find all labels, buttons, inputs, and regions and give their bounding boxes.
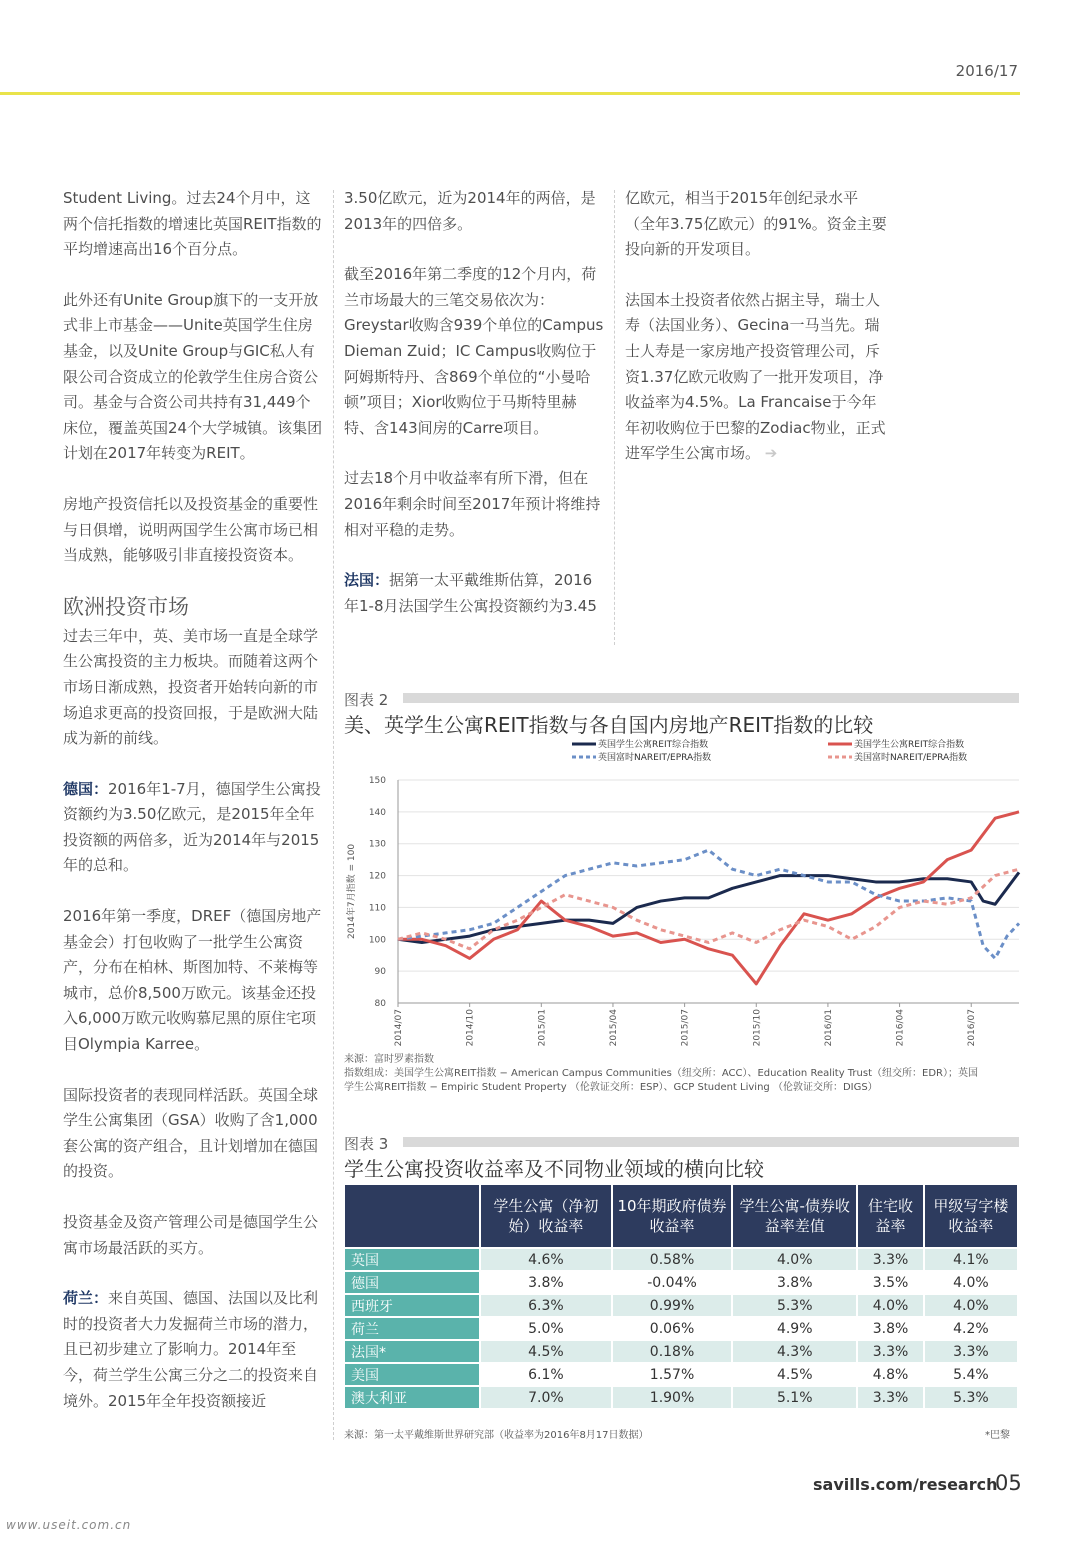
figure-3-footnote: *巴黎 <box>985 1430 1010 1441</box>
country-label: 德国： <box>63 779 109 798</box>
row-country: 德国 <box>345 1272 479 1293</box>
figure-2-source: 来源：富时罗素指数 <box>344 1054 434 1065</box>
country-label: 法国： <box>344 571 390 590</box>
paragraph: 截至2016年第二季度的12个月内，荷兰市场最大的三笔交易依次为：Greystar收购含939个单位的Campus Dieman Zuid；IC Campus收购位于阿姆斯特丹、含869个单位的“小曼哈顿”项目；Xior收购位于马斯特里赫特、含143间房的Carre项目。 <box>344 265 604 437</box>
y-tick-label: 130 <box>368 839 386 850</box>
paragraph <box>63 1286 325 1414</box>
row-country: 西班牙 <box>345 1295 479 1316</box>
y-tick-label: 150 <box>368 776 386 786</box>
y-tick-label: 100 <box>368 935 386 946</box>
y-tick-label: 110 <box>368 903 386 914</box>
table-cell: 4.0% <box>925 1272 1017 1293</box>
line-chart <box>340 738 1022 1052</box>
table-cell: 5.1% <box>733 1387 856 1408</box>
table-cell: 4.0% <box>858 1295 923 1316</box>
table-row <box>345 1364 1017 1385</box>
paragraph: Student Living。过去24个月中，这两个信托指数的增速比英国REIT指数的平均增速高出16个百分点。 <box>63 189 322 259</box>
figure-3-label: 图表 3 <box>344 1135 389 1153</box>
paragraph-text: 来自英国、德国、法国以及比利时的投资者大力发掘荷兰市场的潜力，且已初步建立了影响力。2014年至今，荷兰学生公寓三分之二的投资来自境外。2015年全年投资额接近 <box>63 1289 319 1410</box>
row-country: 美国 <box>345 1364 479 1385</box>
y-tick-label: 120 <box>368 871 386 882</box>
table-cell: 5.3% <box>925 1387 1017 1408</box>
column-header: 甲级写字楼收益率 <box>925 1185 1017 1247</box>
table-cell: 4.0% <box>925 1295 1017 1316</box>
chart-legend <box>572 738 967 763</box>
footer-url[interactable]: savills.com/research <box>813 1475 998 1494</box>
figure-2-bar <box>403 693 1019 703</box>
legend-label: 美国学生公寓REIT综合指数 <box>854 740 965 750</box>
paragraph: 此外还有Unite Group旗下的一支开放式非上市基金——Unite英国学生住房基金，以及Unite Group与GIC私人有限公司合资成立的伦敦学生住房合资公司。基金与合资公司共持有31,449个床位，覆盖英国24个大学城镇。该集团计划在2017年转变为REIT。 <box>63 290 323 463</box>
table-row <box>345 1249 1017 1270</box>
table-header-row <box>345 1185 1017 1247</box>
table-cell: 4.8% <box>858 1364 923 1385</box>
paragraph: 过去18个月中收益率有所下滑，但在2016年剩余时间至2017年预计将维持相对平稳的走势。 <box>344 469 601 539</box>
figure-2-title: 美、英学生公寓REIT指数与各自国内房地产REIT指数的比较 <box>344 713 874 737</box>
table-row <box>345 1272 1017 1293</box>
column-header: 学生公寓-债券收益率差值 <box>733 1185 856 1247</box>
column-header: 学生公寓（净初始）收益率 <box>481 1185 611 1247</box>
x-tick-label: 2014/07 <box>394 1009 404 1047</box>
paragraph-text: 据第一太平戴维斯估算，2016年1-8月法国学生公寓投资额约为3.45 <box>344 571 597 615</box>
table-cell: 0.18% <box>613 1341 731 1362</box>
table-cell: 0.99% <box>613 1295 731 1316</box>
legend-label: 美国富时NAREIT/EPRA指数 <box>854 753 968 763</box>
paragraph: 3.50亿欧元，近为2014年的两倍，是2013年的四倍多。 <box>344 189 596 233</box>
chart-series <box>398 812 1019 984</box>
paragraph-text: 2016年1-7月，德国学生公寓投资额约为3.50亿欧元，是2015年全年投资额的两倍多，近为2014年与2015年的总和。 <box>63 779 321 875</box>
table-cell: 4.5% <box>733 1364 856 1385</box>
table-cell: 4.5% <box>481 1341 611 1362</box>
table-cell: 3.3% <box>858 1249 923 1270</box>
legend-label: 英国富时NAREIT/EPRA指数 <box>598 753 712 763</box>
x-tick-label: 2015/01 <box>537 1009 548 1047</box>
column-divider <box>333 190 334 1440</box>
table-cell: 1.57% <box>613 1364 731 1385</box>
x-tick-label: 2015/04 <box>608 1009 619 1047</box>
country-label: 荷兰： <box>63 1289 109 1308</box>
row-country: 法国* <box>345 1341 479 1362</box>
chart-axes <box>345 776 1019 1046</box>
table-cell: -0.04% <box>613 1272 731 1293</box>
paragraph <box>625 288 887 467</box>
table-cell: 4.0% <box>733 1249 856 1270</box>
table-cell: 1.90% <box>613 1387 731 1408</box>
x-tick-label: 2016/01 <box>823 1009 834 1047</box>
yield-comparison-table <box>343 1183 1019 1410</box>
table-cell: 5.3% <box>733 1295 856 1316</box>
chart-grid <box>398 780 1019 1003</box>
table-cell: 4.1% <box>925 1249 1017 1270</box>
header-year: 2016/17 <box>955 62 1018 80</box>
table-row <box>345 1341 1017 1362</box>
row-country: 荷兰 <box>345 1318 479 1339</box>
table-corner <box>345 1185 479 1247</box>
figure-2-note: 指数组成：美国学生公寓REIT指数 − American Campus Communities（纽交所：ACC）、Education Reality Trust（纽交所：EDR）；英国 <box>344 1068 978 1079</box>
table-cell: 0.06% <box>613 1318 731 1339</box>
table-cell: 5.4% <box>925 1364 1017 1385</box>
x-tick-label: 2016/04 <box>895 1009 906 1047</box>
figure-3-source: 来源：第一太平戴维斯世界研究部（收益率为2016年8月17日数据） <box>344 1430 649 1441</box>
x-tick-label: 2015/07 <box>680 1009 691 1047</box>
figure-3-title: 学生公寓投资收益率及不同物业领域的横向比较 <box>344 1157 764 1181</box>
figure-3-bar <box>403 1137 1019 1147</box>
table-row <box>345 1295 1017 1316</box>
table-cell: 5.0% <box>481 1318 611 1339</box>
table-cell: 4.2% <box>925 1318 1017 1339</box>
paragraph: 亿欧元，相当于2015年创纪录水平（全年3.75亿欧元）的91%。资金主要投向新的开发项目。 <box>625 189 887 259</box>
continue-arrow-icon: ➔ <box>764 444 778 463</box>
table-cell: 3.3% <box>858 1387 923 1408</box>
y-tick-label: 140 <box>368 807 386 818</box>
table-cell: 6.1% <box>481 1364 611 1385</box>
watermark: www.useit.com.cn <box>6 1518 132 1532</box>
table-cell: 3.8% <box>858 1318 923 1339</box>
x-tick-label: 2016/07 <box>967 1009 978 1047</box>
figure-2-note: 学生公寓REIT指数 − Empiric Student Property （伦敦证交所：ESP）、GCP Student Living （伦敦证交所：DIGS） <box>344 1082 878 1093</box>
table-cell: 6.3% <box>481 1295 611 1316</box>
paragraph: 过去三年中，英、美市场一直是全球学生公寓投资的主力板块。而随着这两个市场日渐成熟，投资者开始转向新的市场追求更高的投资回报，于是欧洲大陆成为新的前线。 <box>63 626 319 748</box>
table-row <box>345 1387 1017 1408</box>
column-2 <box>344 186 606 644</box>
figure-2-label: 图表 2 <box>344 691 389 709</box>
table-cell: 3.3% <box>925 1341 1017 1362</box>
paragraph: 房地产投资信托以及投资基金的重要性与日俱增，说明两国学生公寓市场已相当成熟，能够吸引非直接投资资本。 <box>63 494 319 565</box>
y-tick-label: 90 <box>374 967 386 978</box>
y-axis-label: 2014年7月指数 = 100 <box>347 843 357 940</box>
row-country: 英国 <box>345 1249 479 1270</box>
column-3 <box>625 186 887 492</box>
paragraph: 投资基金及资产管理公司是德国学生公寓市场最活跃的买方。 <box>63 1213 319 1257</box>
table-row <box>345 1318 1017 1339</box>
paragraph <box>344 568 606 619</box>
table-cell: 3.5% <box>858 1272 923 1293</box>
page-number: 05 <box>995 1471 1022 1495</box>
table-cell: 7.0% <box>481 1387 611 1408</box>
x-tick-label: 2015/10 <box>752 1009 763 1047</box>
x-tick-label: 2014/10 <box>465 1009 476 1047</box>
column-header: 住宅收益率 <box>858 1185 923 1247</box>
table-cell: 4.9% <box>733 1318 856 1339</box>
table-cell: 4.6% <box>481 1249 611 1270</box>
y-tick-label: 80 <box>374 999 386 1009</box>
legend-label: 英国学生公寓REIT综合指数 <box>598 740 709 750</box>
paragraph: 2016年第一季度，DREF（德国房地产基金会）打包收购了一批学生公寓资产，分布在柏林、斯图加特、不莱梅等城市，总价8,500万欧元。该基金还投入6,000万欧元收购慕尼黑的原住宅项目Olympia Karree。 <box>63 907 322 1054</box>
table-cell: 3.8% <box>481 1272 611 1293</box>
header-rule <box>0 92 1020 95</box>
table-cell: 4.3% <box>733 1341 856 1362</box>
column-divider <box>614 190 615 645</box>
paragraph-text: 法国本土投资者依然占据主导，瑞士人寿（法国业务）、Gecina一马当先。瑞士人寿是一家房地产投资管理公司，斥资1.37亿欧元收购了一批开发项目，净收益率为4.5%。La Francaise于今年年初收购位于巴黎的Zodiac物业，正式进军学生公寓市场。 <box>625 290 886 463</box>
column-1 <box>63 186 325 1439</box>
paragraph: 国际投资者的表现同样活跃。英国全球学生公寓集团（GSA）收购了含1,000套公寓的资产组合，且计划增加在德国的投资。 <box>63 1085 319 1181</box>
section-heading: 欧洲投资市场 <box>63 594 189 619</box>
column-header: 10年期政府债券收益率 <box>613 1185 731 1247</box>
table-cell: 0.58% <box>613 1249 731 1270</box>
row-country: 澳大利亚 <box>345 1387 479 1408</box>
table-cell: 3.3% <box>858 1341 923 1362</box>
table-cell: 3.8% <box>733 1272 856 1293</box>
paragraph <box>63 777 325 879</box>
